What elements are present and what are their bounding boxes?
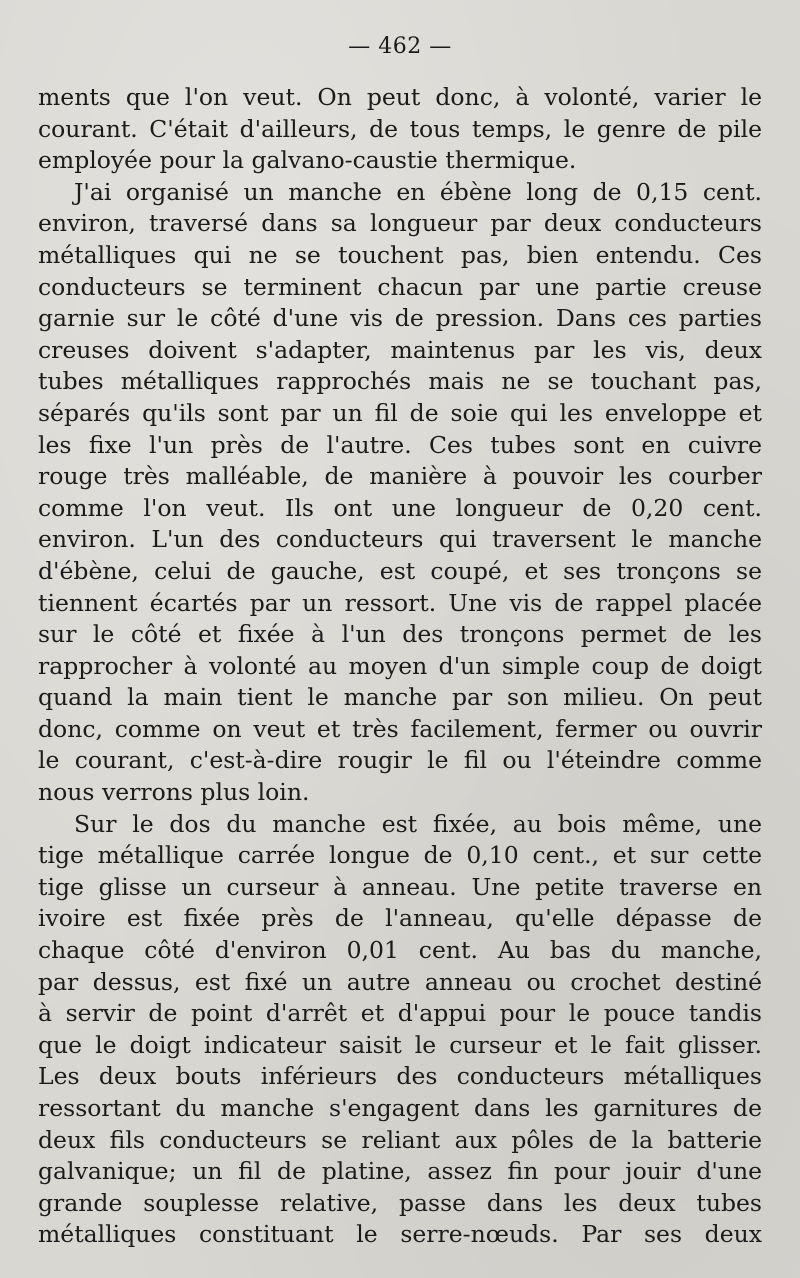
text-line: les fixe l'un près de l'autre. Ces tubes sont en cuivre xyxy=(38,430,762,459)
text-line: d'ébène, celui de gauche, est coupé, et ses tronçons se xyxy=(38,556,762,585)
text-line: environ, traversé dans sa longueur par deux conducteurs xyxy=(38,209,762,238)
text-line: tubes métalliques rapprochés mais ne se touchant pas, xyxy=(38,367,762,396)
text-line: à servir de point d'arrêt et d'appui pour le pouce tandis xyxy=(38,999,762,1028)
text-line: que le doigt indicateur saisit le curseur et le fait glisser. xyxy=(38,1030,762,1059)
text-line: Sur le dos du manche est fixée, au bois même, une xyxy=(74,809,762,838)
text-line: nous verrons plus loin. xyxy=(38,778,310,807)
page-number: — 462 — xyxy=(348,34,452,59)
text-line: le courant, c'est-à-dire rougir le fil ou l'éteindre comme xyxy=(38,746,762,775)
text-line: rapprocher à volonté au moyen d'un simple coup de doigt xyxy=(38,651,762,680)
text-line: tiennent écartés par un ressort. Une vis de rappel placée xyxy=(38,588,762,617)
text-line: tige métallique carrée longue de 0,10 cent., et sur cette xyxy=(38,841,762,870)
text-line: deux fils conducteurs se reliant aux pôles de la batterie xyxy=(38,1125,762,1154)
text-line: ivoire est fixée près de l'anneau, qu'elle dépasse de xyxy=(38,904,762,933)
text-line: Les deux bouts inférieurs des conducteurs métalliques xyxy=(38,1062,762,1091)
body-text xyxy=(38,82,762,1251)
text-line: ments que l'on veut. On peut donc, à volonté, varier le xyxy=(38,83,762,111)
text-line: conducteurs se terminent chacun par une partie creuse xyxy=(38,272,762,301)
text-line: courant. C'était d'ailleurs, de tous temps, le genre de pile xyxy=(38,114,762,143)
text-line: ressortant du manche s'engagent dans les garnitures de xyxy=(38,1094,762,1122)
text-line: creuses doivent s'adapter, maintenus par les vis, deux xyxy=(38,335,762,364)
text-line: chaque côté d'environ 0,01 cent. Au bas du manche, xyxy=(38,936,762,965)
text-line: quand la main tient le manche par son milieu. On peut xyxy=(38,683,762,712)
text-line: garnie sur le côté d'une vis de pression. Dans ces parties xyxy=(38,304,762,333)
text-line: tige glisse un curseur à anneau. Une petite traverse en xyxy=(38,872,762,901)
text-line: métalliques constituant le serre-nœuds. Par ses deux xyxy=(38,1220,762,1249)
text-line: environ. L'un des conducteurs qui traversent le manche xyxy=(38,525,762,554)
text-line: employée pour la galvano-caustie thermique. xyxy=(38,146,577,175)
text-line: séparés qu'ils sont par un fil de soie qui les enveloppe et xyxy=(38,398,762,427)
text-line: donc, comme on veut et très facilement, fermer ou ouvrir xyxy=(38,714,762,743)
text-line: comme l'on veut. Ils ont une longueur de 0,20 cent. xyxy=(38,493,762,522)
text-line: rouge très malléable, de manière à pouvoir les courber xyxy=(38,462,762,491)
text-line: J'ai organisé un manche en ébène long de 0,15 cent. xyxy=(74,177,762,206)
text-line: sur le côté et fixée à l'un des tronçons permet de les xyxy=(38,620,762,649)
text-line: galvanique; un fil de platine, assez fin pour jouir d'une xyxy=(38,1157,762,1186)
text-line: grande souplesse relative, passe dans les deux tubes xyxy=(38,1188,762,1217)
text-line: métalliques qui ne se touchent pas, bien entendu. Ces xyxy=(38,240,762,269)
text-line: par dessus, est fixé un autre anneau ou crochet destiné xyxy=(38,967,762,996)
